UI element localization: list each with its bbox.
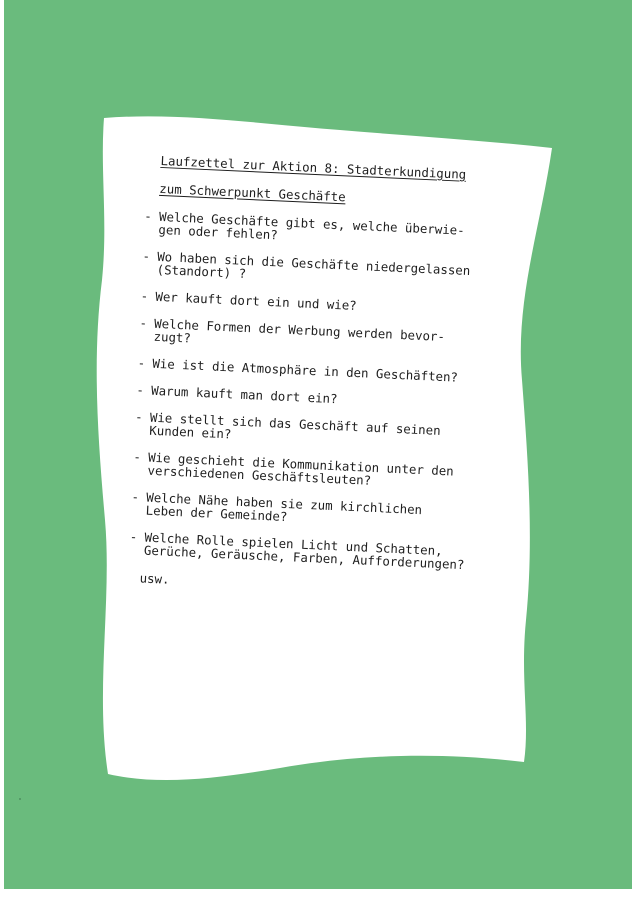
question-text: Wie geschieht die Kommunikation unter den verschiedenen Geschäftsleuten? [147, 449, 455, 488]
bullet-dash: - [144, 208, 153, 224]
closing-text: usw. [139, 570, 170, 587]
bullet-dash: - [139, 315, 148, 331]
question-item [129, 383, 509, 413]
question-text: Welche Rolle spielen Licht und Schatten, Gerüche, Geräusche, Farben, Aufforderungen? [143, 529, 465, 573]
question-item [133, 289, 513, 319]
question-text: Wer kauft dort ein und wie? [155, 288, 358, 313]
question-item [134, 249, 515, 292]
bullet-dash: - [142, 248, 151, 264]
bullet-dash: - [136, 382, 145, 398]
question-text: Welche Formen der Werbung werden bevor- zugt? [153, 315, 446, 346]
question-list [122, 209, 517, 573]
document-subtitle: zum Schwerpunkt Geschäfte [159, 180, 347, 205]
question-item [125, 450, 506, 493]
question-text: Wie stellt sich das Geschäft auf seinen Kunden ein? [149, 409, 441, 442]
bullet-dash: - [133, 449, 142, 465]
question-text: Wo haben sich die Geschäfte niedergelassen (Standort) ? [156, 248, 471, 281]
document-title: Laufzettel zur Aktion 8: Stadterkundigung [160, 152, 467, 182]
scan-speck [19, 798, 21, 800]
question-item [131, 316, 512, 359]
bullet-dash: - [137, 355, 146, 371]
question-item [122, 530, 503, 573]
bullet-dash: - [134, 409, 144, 425]
handout-text [120, 152, 519, 602]
question-item [136, 209, 517, 252]
question-text: Wie ist die Atmosphäre in den Geschäften? [152, 355, 459, 385]
question-item [123, 490, 504, 533]
question-text: Warum kauft man dort ein? [150, 382, 338, 407]
question-item [130, 356, 510, 386]
question-text: Welche Geschäfte gibt es, welche überwie- gen oder fehlen? [158, 208, 465, 243]
bullet-dash: - [140, 288, 149, 304]
question-item [127, 410, 508, 453]
bullet-dash: - [131, 488, 140, 505]
bullet-dash: - [129, 528, 138, 545]
question-text: Welche Nähe haben sie zum kirchlichen Leben der Gemeinde? [145, 489, 423, 525]
